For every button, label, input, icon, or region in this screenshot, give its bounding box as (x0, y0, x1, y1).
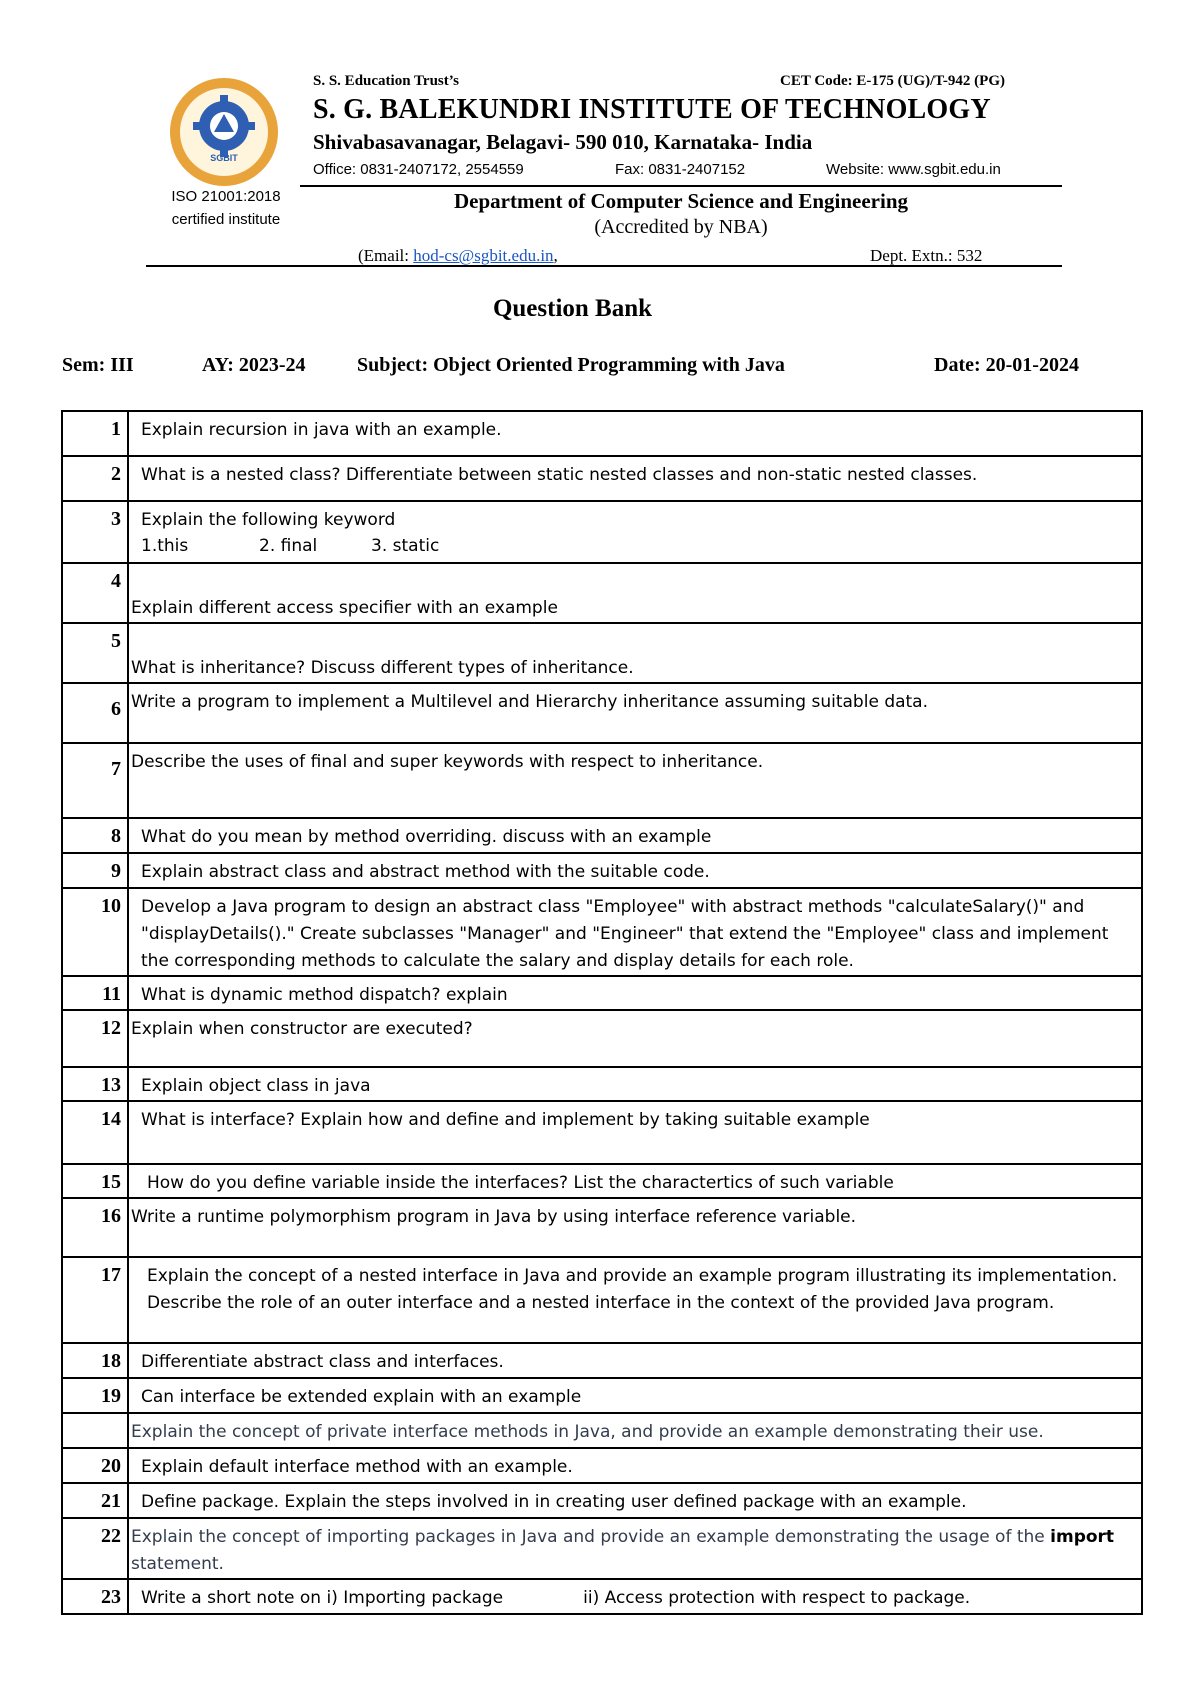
option-item: 3. static (371, 536, 440, 556)
question-text: Define package. Explain the steps involved in in creating user defined package with an example. (128, 1483, 1142, 1518)
question-number: 10 (62, 888, 128, 976)
question-number: 6 (62, 683, 128, 743)
question-text: What is a nested class? Differentiate between static nested classes and non-static nested classes. (128, 456, 1142, 501)
import-keyword: import (1050, 1527, 1115, 1547)
fax-number: Fax: 0831-2407152 (615, 161, 746, 178)
table-row (62, 1378, 1142, 1413)
email-link[interactable]: hod-cs@sgbit.edu.in (413, 246, 554, 265)
table-row (62, 1067, 1142, 1101)
table-row (62, 1164, 1142, 1198)
question-text: Explain the following keyword (141, 510, 396, 530)
question-part: ii) Access protection with respect to package. (583, 1588, 971, 1608)
question-text: Explain abstract class and abstract method with the suitable code. (128, 853, 1142, 888)
table-row (62, 1483, 1142, 1518)
header-bottom-divider (146, 265, 1062, 267)
question-text: Differentiate abstract class and interfaces. (128, 1343, 1142, 1378)
semester: Sem: III (62, 354, 134, 376)
question-number: 23 (62, 1579, 128, 1614)
subject: Subject: Object Oriented Programming with Java (357, 354, 785, 376)
table-row (62, 1518, 1142, 1579)
question-text: What do you mean by method overriding. discuss with an example (128, 818, 1142, 853)
cet-code: CET Code: E-175 (UG)/T-942 (PG) (780, 73, 1005, 89)
question-number: 21 (62, 1483, 128, 1518)
question-number: 12 (62, 1010, 128, 1067)
table-row (62, 1579, 1142, 1614)
email-line (358, 246, 558, 266)
question-cell (128, 501, 1142, 563)
question-number: 8 (62, 818, 128, 853)
question-number: 17 (62, 1257, 128, 1343)
question-text: Explain recursion in java with an example. (128, 411, 1142, 456)
question-text: Can interface be extended explain with an example (128, 1378, 1142, 1413)
svg-text:SGBIT: SGBIT (210, 153, 238, 163)
question-cell (128, 1579, 1142, 1614)
institute-logo (168, 76, 280, 188)
table-row (62, 1010, 1142, 1067)
question-text-end: statement. (131, 1554, 224, 1574)
keyword-options (141, 534, 1133, 558)
question-text: Explain the concept of private interface methods in Java, and provide an example demonstrating their use. (128, 1413, 1142, 1448)
table-row (62, 683, 1142, 743)
question-text: Describe the uses of final and super keywords with respect to inheritance. (128, 743, 1142, 818)
table-row (62, 853, 1142, 888)
table-row (62, 1257, 1142, 1343)
question-number (62, 1413, 128, 1448)
question-number: 11 (62, 976, 128, 1010)
question-text: Explain the concept of importing packages in Java and provide an example demonstrating the usage of the (131, 1527, 1051, 1547)
question-number: 15 (62, 1164, 128, 1198)
question-text: Explain when constructor are executed? (128, 1010, 1142, 1067)
question-number: 2 (62, 456, 128, 501)
question-number: 5 (62, 623, 128, 683)
table-row (62, 411, 1142, 456)
question-text: Explain default interface method with an example. (128, 1448, 1142, 1483)
accreditation: (Accredited by NBA) (594, 216, 768, 238)
table-row (62, 1198, 1142, 1257)
question-text: What is dynamic method dispatch? explain (128, 976, 1142, 1010)
question-number: 7 (62, 743, 128, 818)
table-row (62, 888, 1142, 976)
department-name: Department of Computer Science and Engineering (454, 189, 908, 213)
table-row (62, 623, 1142, 683)
question-text: Develop a Java program to design an abstract class "Employee" with abstract methods "calculateSalary()" and "displayDetails()." Create subclasses "Manager" and "Engineer" that extend the "Employee" class and implement the corresponding methods to calculate the salary and display details for each role. (128, 888, 1142, 976)
question-number: 3 (62, 501, 128, 563)
question-number: 1 (62, 411, 128, 456)
table-row (62, 1343, 1142, 1378)
table-row (62, 743, 1142, 818)
table-row (62, 501, 1142, 563)
trust-name: S. S. Education Trust’s (313, 73, 460, 89)
question-part: Write a short note on i) Importing package (141, 1588, 504, 1608)
question-text: Explain object class in java (128, 1067, 1142, 1101)
email-suffix: , (553, 246, 558, 265)
question-number: 9 (62, 853, 128, 888)
table-row (62, 1448, 1142, 1483)
institute-name: S. G. BALEKUNDRI INSTITUTE OF TECHNOLOGY (313, 94, 991, 125)
iso-certification: ISO 21001:2018 (171, 188, 281, 205)
question-text: Write a program to implement a Multilevel and Hierarchy inheritance assuming suitable data. (128, 683, 1142, 743)
academic-year: AY: 2023-24 (202, 354, 306, 376)
table-row (62, 1101, 1142, 1164)
website: Website: www.sgbit.edu.in (826, 161, 1001, 178)
table-row (62, 1413, 1142, 1448)
question-text: What is inheritance? Discuss different types of inheritance. (128, 623, 1142, 683)
question-text: What is interface? Explain how and define and implement by taking suitable example (128, 1101, 1142, 1164)
table-row (62, 563, 1142, 623)
office-phone: Office: 0831-2407172, 2554559 (313, 161, 524, 178)
question-table (61, 410, 1143, 1615)
question-number: 14 (62, 1101, 128, 1164)
question-cell (128, 1518, 1142, 1579)
question-number: 20 (62, 1448, 128, 1483)
dept-extension: Dept. Extn.: 532 (870, 246, 983, 265)
question-number: 4 (62, 563, 128, 623)
question-text: Write a runtime polymorphism program in Java by using interface reference variable. (128, 1198, 1142, 1257)
table-row (62, 456, 1142, 501)
date: Date: 20-01-2024 (934, 354, 1079, 376)
question-number: 13 (62, 1067, 128, 1101)
institute-address: Shivabasavanagar, Belagavi- 590 010, Karnataka- India (313, 130, 813, 154)
question-number: 16 (62, 1198, 128, 1257)
table-row (62, 976, 1142, 1010)
question-text: Explain different access specifier with an example (128, 563, 1142, 623)
iso-certification-note: certified institute (171, 211, 281, 228)
question-text: Explain the concept of a nested interface in Java and provide an example program illustrating its implementation. Describe the role of an outer interface and a nested interface in the context of the provided Java program. (128, 1257, 1142, 1343)
question-number: 22 (62, 1518, 128, 1579)
option-item: 2. final (259, 536, 318, 556)
question-number: 19 (62, 1378, 128, 1413)
question-number: 18 (62, 1343, 128, 1378)
page-title: Question Bank (492, 295, 653, 322)
table-row (62, 818, 1142, 853)
option-item: 1.this (141, 536, 189, 556)
email-label: (Email: (358, 246, 414, 265)
question-text: How do you define variable inside the interfaces? List the charactertics of such variable (128, 1164, 1142, 1198)
header-divider (300, 185, 1062, 187)
